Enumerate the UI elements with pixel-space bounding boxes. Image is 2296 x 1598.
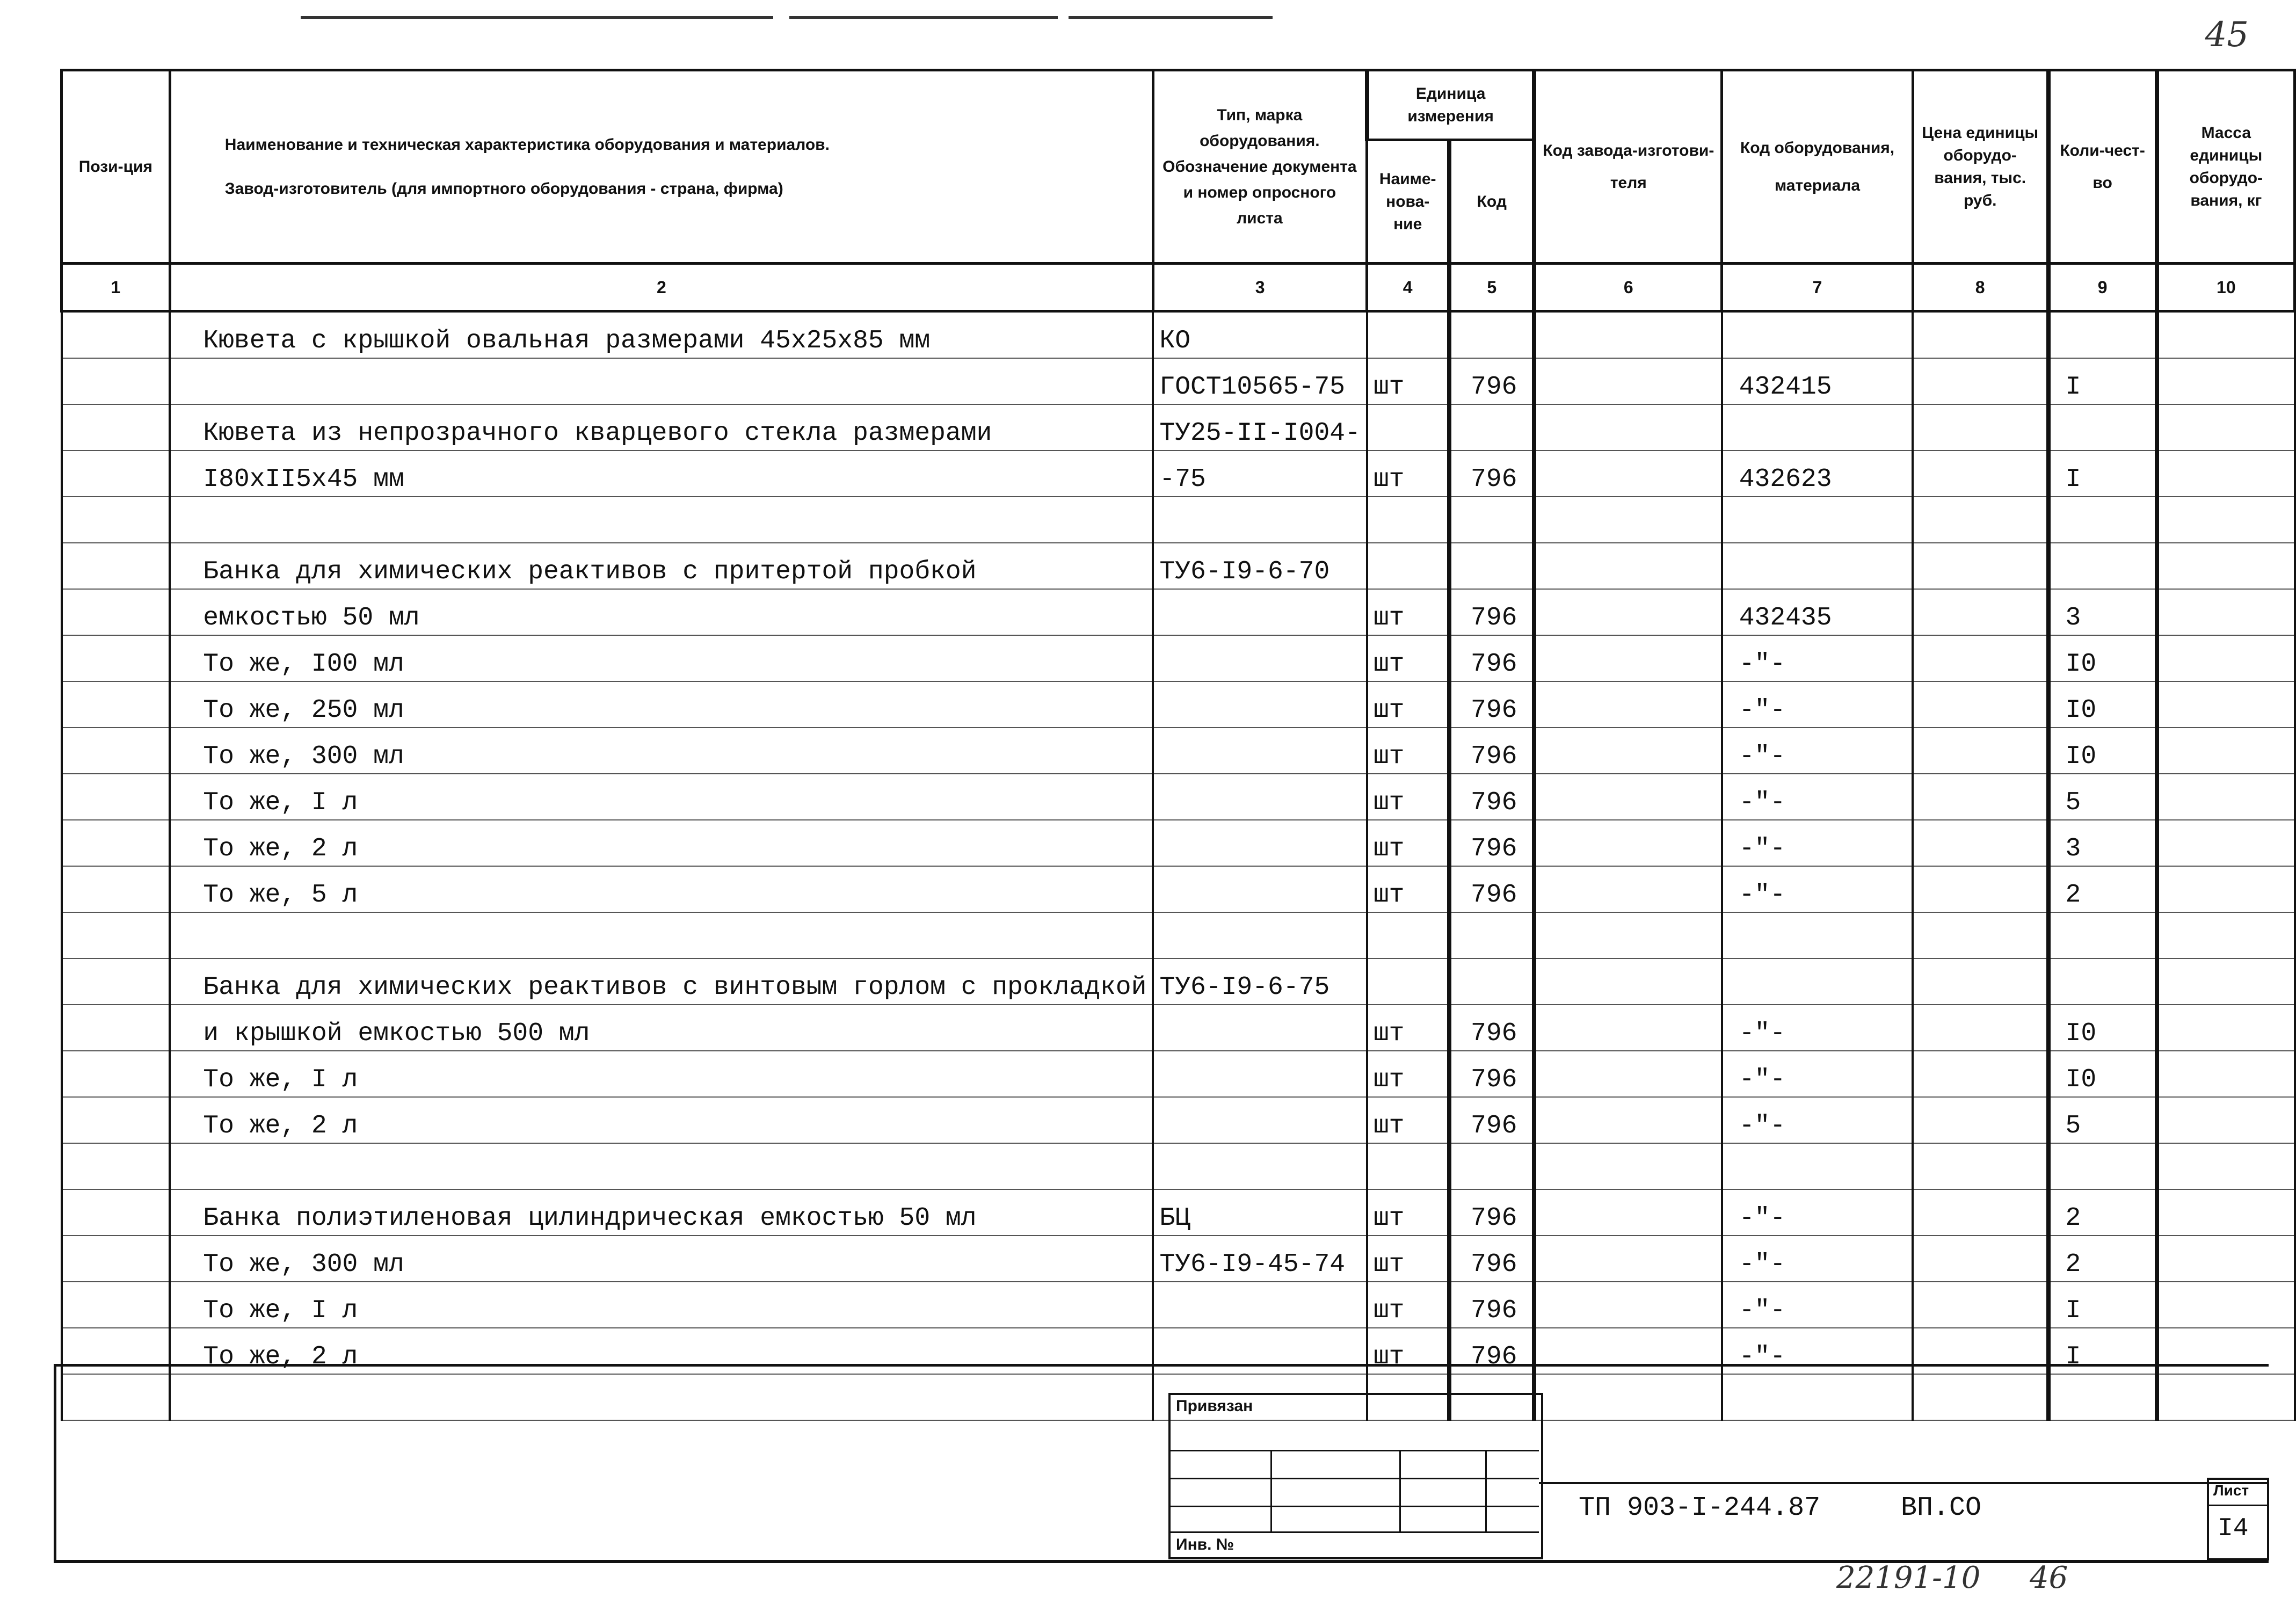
cell-quantity bbox=[2048, 543, 2157, 589]
top-rule-1 bbox=[301, 16, 773, 19]
cell-unit-code: 796 bbox=[1449, 774, 1534, 820]
cell-material-code bbox=[1722, 497, 1913, 543]
cell-mfr-code bbox=[1534, 635, 1721, 681]
cell-position bbox=[62, 451, 170, 497]
cell-price bbox=[1913, 1051, 2048, 1097]
cell-material-code bbox=[1722, 912, 1913, 958]
cell-name: То же, 2 л bbox=[170, 1328, 1153, 1374]
cell-quantity: 2 bbox=[2048, 1236, 2157, 1282]
cell-mass bbox=[2157, 1097, 2295, 1143]
stamp-line-h2 bbox=[1168, 1478, 1539, 1479]
cell-name: и крышкой емкостью 500 мл bbox=[170, 1005, 1153, 1051]
table-row bbox=[62, 958, 2295, 1005]
cell-position bbox=[62, 1005, 170, 1051]
cell-unit: шт bbox=[1367, 1328, 1449, 1374]
cell-unit bbox=[1367, 958, 1449, 1005]
cell-mfr-code bbox=[1534, 589, 1721, 635]
cell-type bbox=[1153, 912, 1367, 958]
cell-name: Кювета с крышкой овальная размерами 45х25х85 мм bbox=[170, 311, 1153, 359]
cell-material-code: -"- bbox=[1722, 1282, 1913, 1328]
top-rule-3 bbox=[1069, 16, 1273, 19]
document-code: ТП 903-I-244.87 bbox=[1579, 1493, 1821, 1523]
col-header-price: Цена единицы оборудо-вания, тыс. руб. bbox=[1913, 70, 2048, 264]
cell-quantity bbox=[2048, 497, 2157, 543]
table-row bbox=[62, 1143, 2295, 1189]
cell-price bbox=[1913, 820, 2048, 866]
cell-type bbox=[1153, 1005, 1367, 1051]
sheet-label: Лист bbox=[2213, 1482, 2249, 1499]
cell-type bbox=[1153, 1282, 1367, 1328]
cell-unit-code: 796 bbox=[1449, 358, 1534, 404]
cell-mass bbox=[2157, 1236, 2295, 1282]
col-header-quantity: Коли-чест-во bbox=[2048, 70, 2157, 264]
cell-unit-code bbox=[1449, 1143, 1534, 1189]
cell-material-code: -"- bbox=[1722, 635, 1913, 681]
stamp-line-h1 bbox=[1168, 1450, 1539, 1451]
table-row bbox=[62, 774, 2295, 820]
cell-position bbox=[62, 866, 170, 912]
cell-mfr-code bbox=[1534, 404, 1721, 451]
cell-unit-code: 796 bbox=[1449, 589, 1534, 635]
cell-quantity: I0 bbox=[2048, 681, 2157, 728]
cell-unit-code bbox=[1449, 543, 1534, 589]
cell-mass bbox=[2157, 497, 2295, 543]
inventory-number-label: Инв. № bbox=[1176, 1536, 1234, 1553]
cell-unit-code bbox=[1449, 497, 1534, 543]
cell-price bbox=[1913, 1005, 2048, 1051]
table-row bbox=[62, 589, 2295, 635]
cell-type: ТУ6-I9-6-70 bbox=[1153, 543, 1367, 589]
cell-mfr-code bbox=[1534, 1097, 1721, 1143]
cell-type bbox=[1153, 820, 1367, 866]
cell-type bbox=[1153, 728, 1367, 774]
cell-unit: шт bbox=[1367, 1189, 1449, 1236]
cell-type bbox=[1153, 1143, 1367, 1189]
cell-name: То же, 2 л bbox=[170, 820, 1153, 866]
cell-price bbox=[1913, 681, 2048, 728]
cell-name bbox=[170, 358, 1153, 404]
cell-quantity: I bbox=[2048, 1328, 2157, 1374]
cell-name bbox=[170, 912, 1153, 958]
col-num-10: 10 bbox=[2157, 264, 2295, 311]
cell-quantity: 3 bbox=[2048, 820, 2157, 866]
cell-mfr-code bbox=[1534, 1005, 1721, 1051]
document-section: ВП.СО bbox=[1901, 1493, 1982, 1523]
cell-mfr-code bbox=[1534, 543, 1721, 589]
cell-position bbox=[62, 1282, 170, 1328]
table-row bbox=[62, 820, 2295, 866]
cell-unit: шт bbox=[1367, 1282, 1449, 1328]
cell-position bbox=[62, 543, 170, 589]
cell-type bbox=[1153, 1097, 1367, 1143]
col-header-unit-name: Наиме-нова-ние bbox=[1367, 140, 1449, 264]
table-row bbox=[62, 311, 2295, 359]
col-header-unit-code: Код bbox=[1449, 140, 1534, 264]
col-header-name bbox=[170, 70, 1153, 264]
cell-mass bbox=[2157, 681, 2295, 728]
specification-table bbox=[60, 69, 2296, 1421]
cell-type bbox=[1153, 774, 1367, 820]
cell-price bbox=[1913, 1097, 2048, 1143]
cell-position bbox=[62, 358, 170, 404]
cell-type: ГОСТ10565-75 bbox=[1153, 358, 1367, 404]
cell-type bbox=[1153, 589, 1367, 635]
cell-unit-code: 796 bbox=[1449, 1051, 1534, 1097]
cell-mass bbox=[2157, 404, 2295, 451]
col-header-position: Пози-ция bbox=[62, 70, 170, 264]
cell-unit-code: 796 bbox=[1449, 451, 1534, 497]
cell-quantity: 5 bbox=[2048, 774, 2157, 820]
cell-position bbox=[62, 912, 170, 958]
table-row bbox=[62, 1189, 2295, 1236]
col-num-1: 1 bbox=[62, 264, 170, 311]
cell-name: То же, I00 мл bbox=[170, 635, 1153, 681]
cell-quantity bbox=[2048, 958, 2157, 1005]
cell-type bbox=[1153, 866, 1367, 912]
cell-price bbox=[1913, 866, 2048, 912]
table-row bbox=[62, 635, 2295, 681]
cell-mass bbox=[2157, 451, 2295, 497]
cell-price bbox=[1913, 774, 2048, 820]
cell-material-code bbox=[1722, 311, 1913, 359]
cell-quantity: 2 bbox=[2048, 866, 2157, 912]
cell-mass bbox=[2157, 1282, 2295, 1328]
cell-mfr-code bbox=[1534, 451, 1721, 497]
stamp-line-h3 bbox=[1168, 1506, 1539, 1507]
col-header-unit-group: Единица измерения bbox=[1367, 70, 1535, 140]
cell-quantity: I0 bbox=[2048, 728, 2157, 774]
cell-unit: шт bbox=[1367, 635, 1449, 681]
cell-mfr-code bbox=[1534, 1143, 1721, 1189]
table-row bbox=[62, 1236, 2295, 1282]
cell-material-code bbox=[1722, 404, 1913, 451]
cell-quantity: I0 bbox=[2048, 1005, 2157, 1051]
cell-mass bbox=[2157, 1051, 2295, 1097]
col-num-8: 8 bbox=[1913, 264, 2048, 311]
table-row bbox=[62, 912, 2295, 958]
cell-name: То же, 300 мл bbox=[170, 728, 1153, 774]
cell-name: То же, I л bbox=[170, 1051, 1153, 1097]
table-row bbox=[62, 497, 2295, 543]
cell-material-code: 432415 bbox=[1722, 358, 1913, 404]
table-row bbox=[62, 1005, 2295, 1051]
cell-position bbox=[62, 1051, 170, 1097]
cell-unit-code: 796 bbox=[1449, 1328, 1534, 1374]
cell-position bbox=[62, 728, 170, 774]
col-header-name-line2: Завод-изготовитель (для импортного оборудования - страна, фирма) bbox=[224, 179, 783, 198]
cell-name: То же, 5 л bbox=[170, 866, 1153, 912]
cell-unit-code: 796 bbox=[1449, 1189, 1534, 1236]
table-row bbox=[62, 543, 2295, 589]
table-row bbox=[62, 728, 2295, 774]
cell-quantity: I bbox=[2048, 358, 2157, 404]
cell-unit: шт bbox=[1367, 1005, 1449, 1051]
cell-price bbox=[1913, 1189, 2048, 1236]
cell-unit bbox=[1367, 543, 1449, 589]
cell-name: Банка для химических реактивов с винтовым горлом с прокладкой bbox=[170, 958, 1153, 1005]
table-row bbox=[62, 1051, 2295, 1097]
cell-mfr-code bbox=[1534, 958, 1721, 1005]
cell-name: То же, 2 л bbox=[170, 1097, 1153, 1143]
col-num-5: 5 bbox=[1449, 264, 1534, 311]
cell-type: ТУ6-I9-45-74 bbox=[1153, 1236, 1367, 1282]
cell-name: То же, I л bbox=[170, 774, 1153, 820]
cell-quantity: I bbox=[2048, 1282, 2157, 1328]
cell-material-code: -"- bbox=[1722, 1097, 1913, 1143]
cell-position bbox=[62, 1189, 170, 1236]
top-rule-2 bbox=[789, 16, 1058, 19]
cell-type: КО bbox=[1153, 311, 1367, 359]
cell-price bbox=[1913, 1236, 2048, 1282]
table-row bbox=[62, 404, 2295, 451]
cell-mass bbox=[2157, 1005, 2295, 1051]
col-num-2: 2 bbox=[170, 264, 1153, 311]
table-row bbox=[62, 681, 2295, 728]
cell-position bbox=[62, 774, 170, 820]
cell-unit: шт bbox=[1367, 820, 1449, 866]
cell-mfr-code bbox=[1534, 728, 1721, 774]
cell-price bbox=[1913, 404, 2048, 451]
cell-unit-code: 796 bbox=[1449, 866, 1534, 912]
cell-unit bbox=[1367, 404, 1449, 451]
cell-unit: шт bbox=[1367, 728, 1449, 774]
cell-name bbox=[170, 497, 1153, 543]
cell-position bbox=[62, 820, 170, 866]
cell-type bbox=[1153, 1051, 1367, 1097]
cell-position bbox=[62, 1143, 170, 1189]
stamp-line-v2 bbox=[1399, 1450, 1401, 1531]
cell-quantity bbox=[2048, 404, 2157, 451]
col-header-mfr-code: Код завода-изготови-теля bbox=[1534, 70, 1721, 264]
cell-unit: шт bbox=[1367, 589, 1449, 635]
cell-unit-code: 796 bbox=[1449, 1097, 1534, 1143]
cell-type bbox=[1153, 635, 1367, 681]
cell-type: ТУ25-II-I004- bbox=[1153, 404, 1367, 451]
cell-price bbox=[1913, 497, 2048, 543]
cell-mass bbox=[2157, 1143, 2295, 1189]
col-header-name-line1: Наименование и техническая характеристика оборудования и материалов. bbox=[224, 135, 830, 154]
cell-mfr-code bbox=[1534, 774, 1721, 820]
cell-quantity: I0 bbox=[2048, 1051, 2157, 1097]
cell-material-code: -"- bbox=[1722, 774, 1913, 820]
cell-mfr-code bbox=[1534, 820, 1721, 866]
cell-mass bbox=[2157, 866, 2295, 912]
cell-material-code bbox=[1722, 958, 1913, 1005]
col-num-6: 6 bbox=[1534, 264, 1721, 311]
table-row bbox=[62, 866, 2295, 912]
cell-unit bbox=[1367, 1143, 1449, 1189]
cell-name: То же, 250 мл bbox=[170, 681, 1153, 728]
cell-type bbox=[1153, 497, 1367, 543]
cell-name: емкостью 50 мл bbox=[170, 589, 1153, 635]
cell-price bbox=[1913, 958, 2048, 1005]
cell-unit: шт bbox=[1367, 1051, 1449, 1097]
cell-unit-code: 796 bbox=[1449, 1282, 1534, 1328]
cell-unit-code bbox=[1449, 912, 1534, 958]
cell-mfr-code bbox=[1534, 358, 1721, 404]
sheet-box-divider bbox=[2207, 1505, 2267, 1506]
cell-type: -75 bbox=[1153, 451, 1367, 497]
cell-material-code: -"- bbox=[1722, 1328, 1913, 1374]
cell-position bbox=[62, 1236, 170, 1282]
cell-mfr-code bbox=[1534, 681, 1721, 728]
stamp-divider bbox=[1539, 1482, 2267, 1484]
cell-mass bbox=[2157, 543, 2295, 589]
cell-price bbox=[1913, 543, 2048, 589]
title-block bbox=[54, 1364, 2269, 1563]
cell-material-code: 432435 bbox=[1722, 589, 1913, 635]
cell-unit: шт bbox=[1367, 774, 1449, 820]
cell-position bbox=[62, 1097, 170, 1143]
cell-unit-code bbox=[1449, 311, 1534, 359]
cell-name bbox=[170, 1143, 1153, 1189]
cell-material-code: -"- bbox=[1722, 681, 1913, 728]
cell-mass bbox=[2157, 912, 2295, 958]
cell-price bbox=[1913, 358, 2048, 404]
cell-unit: шт bbox=[1367, 1236, 1449, 1282]
archive-number: 22191-10 bbox=[1836, 1560, 1981, 1595]
cell-unit-code: 796 bbox=[1449, 728, 1534, 774]
cell-price bbox=[1913, 1143, 2048, 1189]
cell-mass bbox=[2157, 358, 2295, 404]
cell-name: То же, I л bbox=[170, 1282, 1153, 1328]
cell-price bbox=[1913, 912, 2048, 958]
cell-position bbox=[62, 404, 170, 451]
cell-price bbox=[1913, 589, 2048, 635]
col-header-type: Тип, марка оборудования. Обозначение документа и номер опросного листа bbox=[1153, 70, 1367, 264]
cell-position bbox=[62, 589, 170, 635]
cell-price bbox=[1913, 635, 2048, 681]
cell-quantity bbox=[2048, 1143, 2157, 1189]
sheet-number: I4 bbox=[2218, 1514, 2249, 1543]
cell-quantity: 5 bbox=[2048, 1097, 2157, 1143]
cell-material-code: 432623 bbox=[1722, 451, 1913, 497]
col-num-4: 4 bbox=[1367, 264, 1449, 311]
cell-unit-code: 796 bbox=[1449, 1236, 1534, 1282]
cell-unit-code: 796 bbox=[1449, 1005, 1534, 1051]
cell-unit-code bbox=[1449, 958, 1534, 1005]
cell-mfr-code bbox=[1534, 1236, 1721, 1282]
cell-material-code bbox=[1722, 1143, 1913, 1189]
cell-mfr-code bbox=[1534, 1282, 1721, 1328]
archive-number-suffix: 46 bbox=[2030, 1560, 2068, 1595]
cell-mass bbox=[2157, 635, 2295, 681]
cell-mass bbox=[2157, 311, 2295, 359]
cell-unit: шт bbox=[1367, 681, 1449, 728]
cell-mass bbox=[2157, 820, 2295, 866]
cell-material-code: -"- bbox=[1722, 728, 1913, 774]
cell-material-code: -"- bbox=[1722, 1189, 1913, 1236]
cell-price bbox=[1913, 728, 2048, 774]
cell-type: БЦ bbox=[1153, 1189, 1367, 1236]
cell-price bbox=[1913, 1282, 2048, 1328]
cell-position bbox=[62, 681, 170, 728]
cell-material-code: -"- bbox=[1722, 866, 1913, 912]
cell-material-code: -"- bbox=[1722, 1051, 1913, 1097]
cell-mass bbox=[2157, 589, 2295, 635]
cell-mfr-code bbox=[1534, 866, 1721, 912]
cell-quantity bbox=[2048, 311, 2157, 359]
col-num-3: 3 bbox=[1153, 264, 1367, 311]
col-num-7: 7 bbox=[1722, 264, 1913, 311]
col-num-9: 9 bbox=[2048, 264, 2157, 311]
cell-unit: шт bbox=[1367, 358, 1449, 404]
cell-unit: шт bbox=[1367, 1097, 1449, 1143]
cell-unit bbox=[1367, 497, 1449, 543]
cell-unit bbox=[1367, 311, 1449, 359]
cell-material-code: -"- bbox=[1722, 1005, 1913, 1051]
cell-name: То же, 300 мл bbox=[170, 1236, 1153, 1282]
stamp-line-h4 bbox=[1168, 1531, 1539, 1533]
cell-unit-code bbox=[1449, 404, 1534, 451]
cell-material-code bbox=[1722, 543, 1913, 589]
cell-unit-code: 796 bbox=[1449, 681, 1534, 728]
cell-name: Кювета из непрозрачного кварцевого стекла размерами bbox=[170, 404, 1153, 451]
col-header-material-code: Код оборудования, материала bbox=[1722, 70, 1913, 264]
cell-position bbox=[62, 958, 170, 1005]
binding-label: Привязан bbox=[1176, 1397, 1253, 1415]
cell-unit: шт bbox=[1367, 451, 1449, 497]
table-row bbox=[62, 451, 2295, 497]
cell-unit bbox=[1367, 912, 1449, 958]
cell-position bbox=[62, 497, 170, 543]
cell-quantity bbox=[2048, 912, 2157, 958]
cell-quantity: 3 bbox=[2048, 589, 2157, 635]
cell-unit-code: 796 bbox=[1449, 635, 1534, 681]
cell-mfr-code bbox=[1534, 912, 1721, 958]
table-row bbox=[62, 1282, 2295, 1328]
cell-mass bbox=[2157, 728, 2295, 774]
cell-unit-code: 796 bbox=[1449, 820, 1534, 866]
binding-stamp bbox=[1168, 1393, 1543, 1559]
cell-mfr-code bbox=[1534, 1051, 1721, 1097]
col-header-mass: Масса единицы оборудо-вания, кг bbox=[2157, 70, 2295, 264]
cell-quantity: I0 bbox=[2048, 635, 2157, 681]
cell-mass bbox=[2157, 958, 2295, 1005]
cell-position bbox=[62, 311, 170, 359]
cell-material-code: -"- bbox=[1722, 820, 1913, 866]
stamp-line-v1 bbox=[1270, 1450, 1272, 1531]
table-row bbox=[62, 1097, 2295, 1143]
cell-mass bbox=[2157, 1189, 2295, 1236]
cell-unit: шт bbox=[1367, 866, 1449, 912]
cell-name: I80хII5х45 мм bbox=[170, 451, 1153, 497]
cell-mfr-code bbox=[1534, 497, 1721, 543]
cell-price bbox=[1913, 311, 2048, 359]
cell-name: Банка для химических реактивов с притертой пробкой bbox=[170, 543, 1153, 589]
stamp-line-v3 bbox=[1485, 1450, 1487, 1531]
cell-type bbox=[1153, 681, 1367, 728]
cell-position bbox=[62, 635, 170, 681]
cell-type: ТУ6-I9-6-75 bbox=[1153, 958, 1367, 1005]
table-row bbox=[62, 358, 2295, 404]
page-number: 45 bbox=[2205, 15, 2249, 55]
cell-name: Банка полиэтиленовая цилиндрическая емкостью 50 мл bbox=[170, 1189, 1153, 1236]
cell-price bbox=[1913, 451, 2048, 497]
cell-quantity: I bbox=[2048, 451, 2157, 497]
cell-mfr-code bbox=[1534, 1189, 1721, 1236]
cell-mfr-code bbox=[1534, 311, 1721, 359]
cell-quantity: 2 bbox=[2048, 1189, 2157, 1236]
cell-material-code: -"- bbox=[1722, 1236, 1913, 1282]
cell-mass bbox=[2157, 774, 2295, 820]
